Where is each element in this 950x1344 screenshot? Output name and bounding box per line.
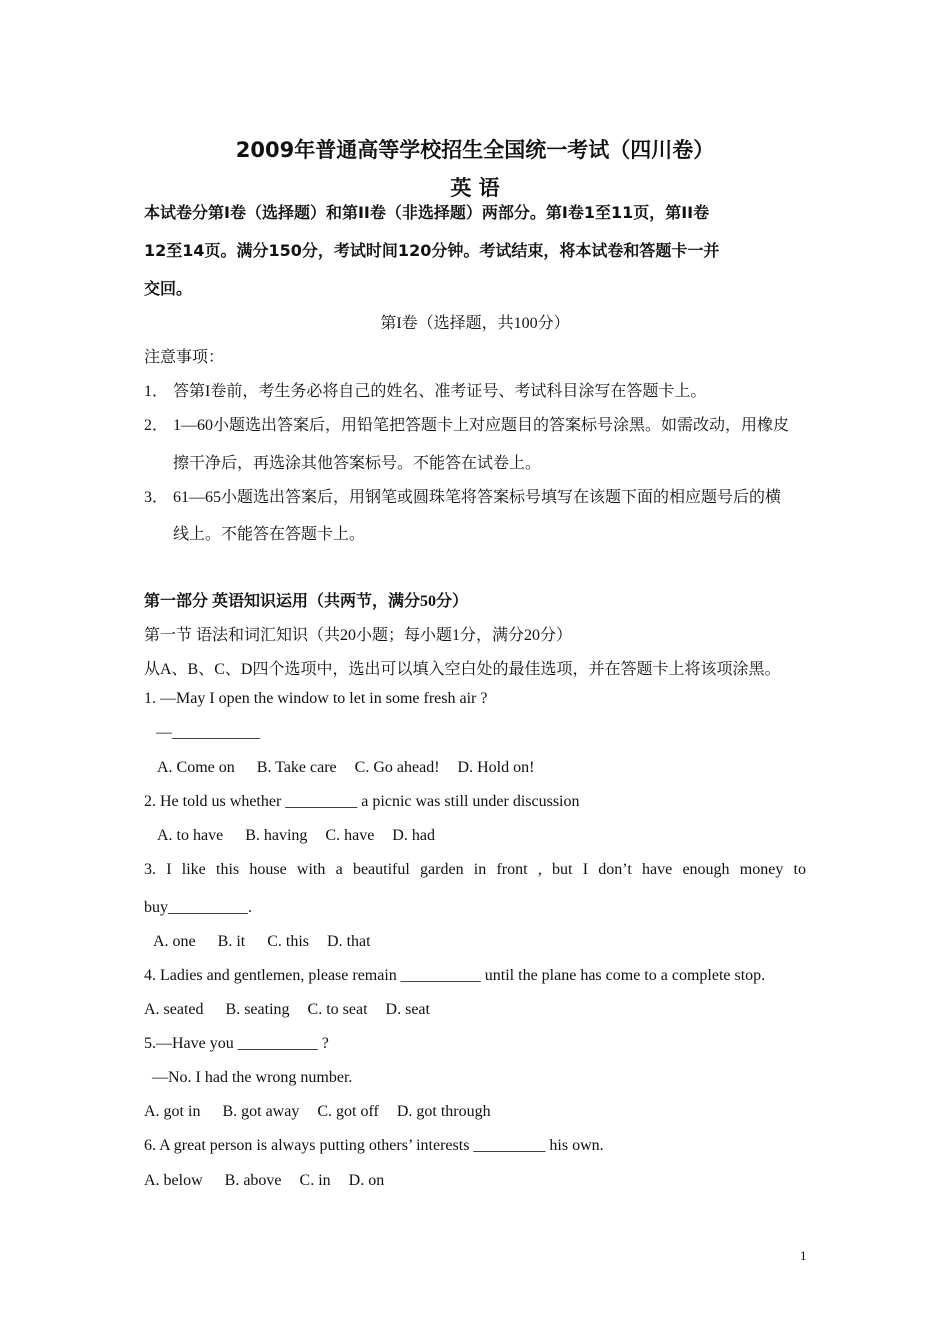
option-d: D. on xyxy=(348,1172,385,1189)
question-2-options xyxy=(157,827,435,845)
notice-item-3-text-cont: 线上。不能答在答题卡上。 xyxy=(173,526,366,543)
option-b: B. got away xyxy=(222,1103,300,1120)
section-subheading: 第一节 语法和词汇知识（共20小题；每小题1分，满分20分） xyxy=(144,627,573,644)
option-a: A. seated xyxy=(144,1001,204,1018)
question-4-stem: 4. Ladies and gentlemen, please remain __________ until the plane has come to a complete stop. xyxy=(144,967,766,984)
option-a: A. got in xyxy=(144,1103,201,1120)
option-c: C. this xyxy=(267,933,310,950)
question-6-stem: 6. A great person is always putting others’ interests _________ his own. xyxy=(144,1137,604,1154)
question-2-stem: 2. He told us whether _________ a picnic was still under discussion xyxy=(144,793,580,810)
page-number: 1 xyxy=(800,1248,807,1263)
intro-line-2: 12至14页。满分150分，考试时间120分钟。考试结束，将本试卷和答题卡一并 xyxy=(144,241,720,260)
question-4-options xyxy=(144,1001,430,1019)
option-b: B. seating xyxy=(225,1001,290,1018)
option-c: C. to seat xyxy=(307,1001,368,1018)
option-d: D. had xyxy=(392,827,435,844)
option-a: A. below xyxy=(144,1172,203,1189)
question-5-response: —No. I had the wrong number. xyxy=(152,1069,353,1086)
option-d: D. got through xyxy=(396,1103,491,1120)
option-b: B. having xyxy=(245,827,308,844)
question-1-response: —___________ xyxy=(156,724,260,741)
question-3-stem: 3. I like this house with a beautiful garden in front , but I don’t have enough money to xyxy=(144,861,806,878)
notice-label: 注意事项： xyxy=(144,349,225,366)
question-1-options xyxy=(157,759,534,777)
section-instruction: 从A、B、C、D四个选项中，选出可以填入空白处的最佳选项，并在答题卡上将该项涂黑。 xyxy=(144,661,781,678)
question-3-stem-cont: buy__________. xyxy=(144,899,252,916)
option-d: D. that xyxy=(327,933,371,950)
option-b: B. above xyxy=(224,1172,282,1189)
part1-heading: 第I卷（选择题，共100分） xyxy=(380,315,570,332)
question-5-options xyxy=(144,1103,491,1121)
option-c: C. Go ahead! xyxy=(354,759,440,776)
option-c: C. in xyxy=(299,1172,331,1189)
option-a: A. Come on xyxy=(157,759,235,776)
subject-title: 英 语 xyxy=(450,176,500,200)
notice-item-1-text: 答第I卷前，考生务必将自己的姓名、准考证号、考试科目涂写在答题卡上。 xyxy=(173,383,707,400)
question-6-options xyxy=(144,1172,384,1190)
question-3-options xyxy=(153,933,371,951)
option-a: A. to have xyxy=(157,827,224,844)
option-b: B. it xyxy=(217,933,246,950)
intro-line-3: 交回。 xyxy=(144,279,193,298)
notice-item-3-text: 61—65小题选出答案后，用钢笔或圆珠笔将答案标号填写在该题下面的相应题号后的横 xyxy=(173,489,782,506)
option-a: A. one xyxy=(153,933,196,950)
question-5-stem: 5.—Have you __________ ? xyxy=(144,1035,329,1052)
notice-item-3-number: 3． xyxy=(144,489,169,506)
option-c: C. got off xyxy=(317,1103,379,1120)
notice-item-1-number: 1． xyxy=(144,383,169,400)
option-d: D. seat xyxy=(385,1001,430,1018)
notice-item-2-text: 1—60小题选出答案后，用铅笔把答题卡上对应题目的答案标号涂黑。如需改动，用橡皮 xyxy=(173,417,790,434)
question-1-stem: 1. —May I open the window to let in some fresh air ? xyxy=(144,690,488,707)
intro-line-1: 本试卷分第I卷（选择题）和第II卷（非选择题）两部分。第I卷1至11页，第II卷 xyxy=(144,203,710,222)
option-c: C. have xyxy=(325,827,375,844)
option-d: D. Hold on! xyxy=(457,759,535,776)
notice-item-2-text-cont: 擦干净后，再选涂其他答案标号。不能答在试卷上。 xyxy=(173,455,542,472)
option-b: B. Take care xyxy=(256,759,337,776)
notice-item-2-number: 2． xyxy=(144,417,169,434)
section-heading: 第一部分 英语知识运用（共两节，满分50分） xyxy=(144,593,469,610)
exam-title: 2009年普通高等学校招生全国统一考试（四川卷） xyxy=(235,138,715,162)
